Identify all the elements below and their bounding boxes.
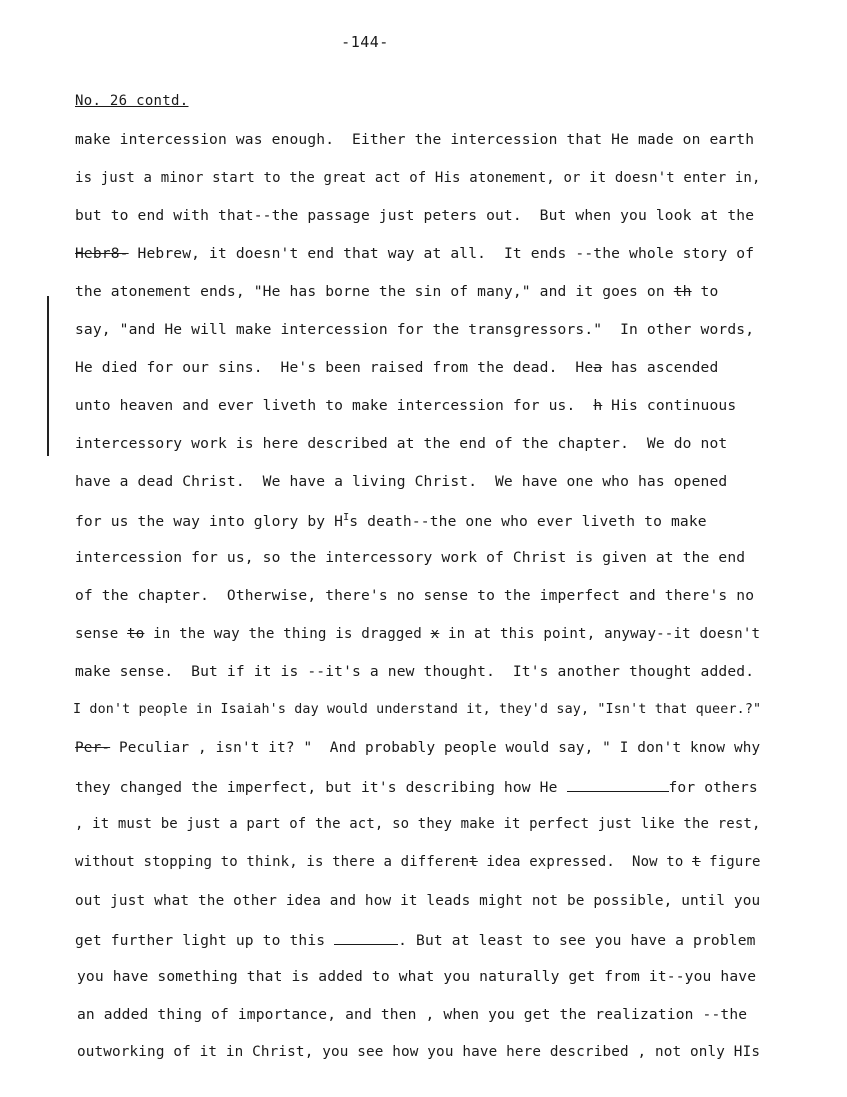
struck-text: t bbox=[692, 854, 701, 870]
struck-text: Per- bbox=[75, 740, 111, 756]
text-span: to bbox=[691, 283, 719, 300]
text-line: out just what the other idea and how it leads might not be possible, until you bbox=[75, 893, 761, 909]
text-span: s death--the one who ever liveth to make bbox=[349, 512, 707, 530]
text-line bbox=[75, 855, 761, 869]
struck-text: h bbox=[593, 397, 603, 414]
text-span: for us the way into glory by H bbox=[75, 512, 344, 530]
struck-text: th bbox=[673, 283, 692, 300]
text-span: Hebrew, it doesn't end that way at all. It ends --the whole story of bbox=[128, 245, 755, 262]
struck-text: Hebr8- bbox=[75, 245, 129, 262]
text-span: without stopping to think, is there a differen bbox=[75, 854, 470, 870]
struck-text: a bbox=[593, 359, 603, 376]
text-span: Peculiar , isn't it? " And probably people would say, " I don't know why bbox=[110, 740, 761, 756]
page-number: -144- bbox=[341, 33, 389, 51]
text-line bbox=[75, 627, 760, 641]
struck-text: to bbox=[127, 626, 145, 642]
text-line: intercessory work is here described at the end of the chapter. We do not bbox=[75, 435, 728, 452]
text-line: but to end with that--the passage just peters out. But when you look at the bbox=[75, 207, 755, 224]
text-span: His continuous bbox=[602, 397, 737, 414]
text-line bbox=[75, 932, 756, 949]
text-line: make intercession was enough. Either the intercession that He made on earth bbox=[75, 131, 755, 148]
superscript-text: I bbox=[343, 512, 350, 523]
text-line bbox=[75, 513, 707, 529]
text-line: have a dead Christ. We have a living Christ. We have one who has opened bbox=[75, 473, 728, 490]
text-line: an added thing of importance, and then , when you get the realization --the bbox=[77, 1006, 748, 1023]
struck-text: t bbox=[469, 854, 478, 870]
text-line: you have something that is added to what you naturally get from it--you have bbox=[77, 968, 757, 985]
text-line bbox=[75, 285, 718, 300]
text-line bbox=[75, 741, 760, 755]
text-line: is just a minor start to the great act of His atonement, or it doesn't enter in, bbox=[75, 170, 761, 186]
text-line bbox=[75, 247, 754, 262]
text-line: I don't people in Isaiah's day would understand it, they'd say, "Isn't that queer.?" bbox=[73, 702, 762, 717]
text-line: outworking of it in Christ, you see how you have here described , not only HIs bbox=[77, 1044, 761, 1060]
text-span: in the way the thing is dragged bbox=[144, 626, 431, 642]
text-line: say, "and He will make intercession for the transgressors." In other words, bbox=[75, 321, 755, 338]
section-heading: No. 26 contd. bbox=[75, 93, 189, 109]
text-span: for others bbox=[668, 779, 758, 796]
text-line bbox=[75, 399, 736, 414]
text-span: in at this point, anyway--it doesn't bbox=[439, 626, 761, 642]
text-span: unto heaven and ever liveth to make intercession for us. bbox=[75, 397, 594, 414]
text-line bbox=[75, 361, 718, 376]
text-span: . But at least to see you have a problem bbox=[398, 932, 756, 949]
text-span: the atonement ends, "He has borne the sin of many," and it goes on bbox=[75, 283, 674, 300]
text-line: , it must be just a part of the act, so they make it perfect just like the rest, bbox=[75, 816, 761, 832]
blank-line bbox=[334, 932, 398, 945]
text-span: sense bbox=[75, 626, 128, 642]
text-span: has ascended bbox=[602, 359, 719, 376]
text-span: they changed the imperfect, but it's describing how He bbox=[75, 779, 567, 796]
blank-line bbox=[567, 779, 669, 792]
text-line: of the chapter. Otherwise, there's no sense to the imperfect and there's no bbox=[75, 587, 755, 604]
text-line: intercession for us, so the intercessory work of Christ is given at the end bbox=[75, 549, 746, 566]
margin-marker-line bbox=[47, 296, 49, 456]
text-span: figure bbox=[700, 854, 761, 870]
text-span: get further light up to this bbox=[75, 932, 335, 949]
text-line bbox=[75, 779, 758, 796]
text-span: idea expressed. Now to bbox=[477, 854, 693, 870]
text-span: He died for our sins. He's been raised from the dead. He bbox=[75, 359, 594, 376]
text-line: make sense. But if it is --it's a new thought. It's another thought added. bbox=[75, 663, 755, 680]
struck-text: x bbox=[430, 626, 440, 642]
